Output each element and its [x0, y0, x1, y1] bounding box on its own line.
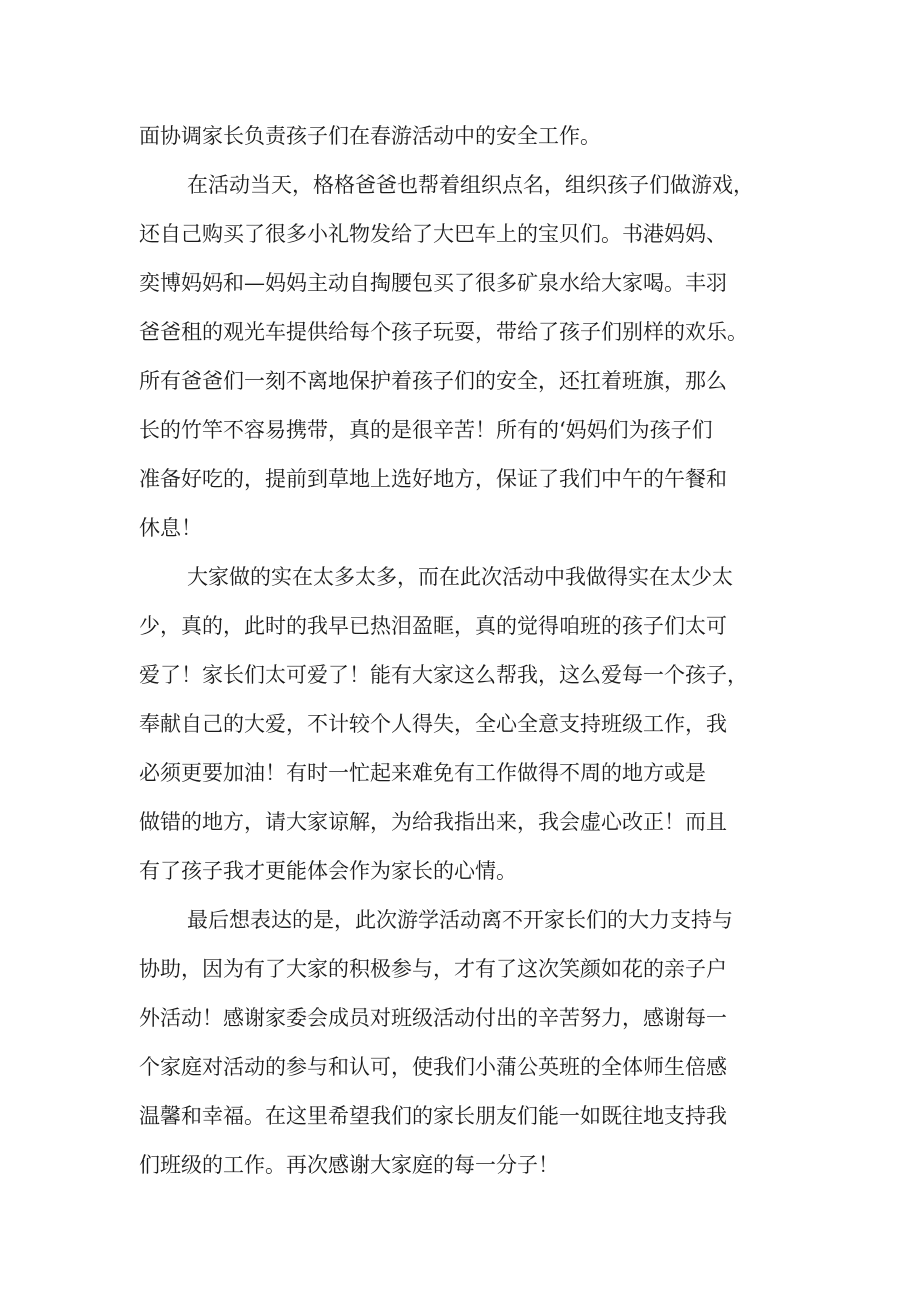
text-line: 面协调家长负责孩子们在春游活动中的安全工作。 [139, 124, 601, 148]
text-line: 协助，因为有了大家的积极参与，才有了这次笑颜如花的亲子户 [139, 957, 727, 981]
paragraph-start-line: 最后想表达的是，此次游学活动离不开家长们的大力支持与 [187, 908, 733, 932]
text-line: 奕博妈妈和—妈妈主动自掏腰包买了很多矿泉水给大家喝。丰羽 [139, 271, 727, 295]
text-line: 休息！ [139, 516, 202, 540]
text-line: 必须更要加油！有时一忙起来难免有工作做得不周的地方或是 [139, 761, 706, 785]
text-line: 们班级的工作。再次感谢大家庭的每一分子！ [139, 1153, 559, 1177]
text-line: 还自己购买了很多小礼物发给了大巴车上的宝贝们。书港妈妈、 [139, 222, 727, 246]
text-line: 爸爸租的观光车提供给每个孩子玩耍，带给了孩子们别样的欢乐。 [139, 320, 748, 344]
text-line: 准备好吃的，提前到草地上选好地方，保证了我们中午的午餐和 [139, 467, 727, 491]
text-line: 温馨和幸福。在这里希望我们的家长朋友们能一如既往地支持我 [139, 1104, 727, 1128]
text-line: 外活动！感谢家委会成员对班级活动付出的辛苦努力，感谢每一 [139, 1006, 727, 1030]
text-line: 少，真的，此时的我早已热泪盈眶，真的觉得咱班的孩子们太可 [139, 614, 727, 638]
paragraph-start-line: 在活动当天，格格爸爸也帮着组织点名，组织孩子们做游戏， [187, 173, 754, 197]
text-line: 爱了！家长们太可爱了！能有大家这么帮我，这么爱每一个孩子， [139, 663, 748, 687]
text-line: 长的竹竿不容易携带，真的是很辛苦！所有的‘妈妈们为孩子们 [139, 418, 713, 442]
text-line: 做错的地方，请大家谅解，为给我指出来，我会虚心改正！而且 [139, 810, 727, 834]
text-line: 个家庭对活动的参与和认可，使我们小蒲公英班的全体师生倍感 [139, 1055, 727, 1079]
text-line: 奉献自己的大爱，不计较个人得失，全心全意支持班级工作，我 [139, 712, 727, 736]
text-line: 有了孩子我才更能体会作为家长的心情。 [139, 859, 517, 883]
text-line: 所有爸爸们一刻不离地保护着孩子们的安全，还扛着班旗，那么 [139, 369, 727, 393]
paragraph-start-line: 大家做的实在太多太多，而在此次活动中我做得实在太少太 [187, 565, 733, 589]
